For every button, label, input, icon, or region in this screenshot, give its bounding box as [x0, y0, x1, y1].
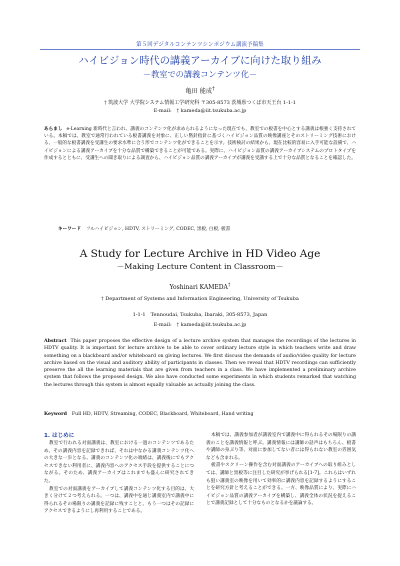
section-heading: 1. はじめに: [44, 433, 75, 439]
japanese-author-mark: †: [212, 86, 215, 92]
japanese-email: E-mail: † kameda@iit.tsukuba.ac.jp: [153, 108, 247, 114]
japanese-keywords-text: フルハイビジョン, HDTV, ストリーミング, CODEC, 黒板, 白板, 板書: [85, 227, 231, 232]
english-title: A Study for Lecture Archive in HD Video Age: [79, 248, 321, 260]
japanese-author: [30, 86, 370, 95]
body-paragraph: 教室での対面講義をアーカイブして講義コンテンツ化する目的は、大きく分けて２つ考えられる。一つは、講義中を通じ講義室内で講義中に得られるその場限りの講義を記録に残すことと、もう一つはその記録にアクセスできるようにし再利用することである。: [44, 486, 194, 515]
english-keywords-label: Keyword: [44, 412, 67, 417]
body-paragraph: 教室で行われる対面講義は、教室における一過のコンテンツであるため、その講義内容を記録できれば、それは中なかる講義コンテンツ化への大きな一歩となる。講義のコンテンツ化の端緒は、講義後にでもアクセスできない利用者に、講義内容へのアクセス手段を提供することにつながる。そのため、講義アーカイブはこれまでも盛んに研究されてきた。: [44, 441, 194, 484]
japanese-affiliation: † 筑波大学 大学院システム情報工学研究科 〒305-8573 茨城県つくば市天王台 1-1-1: [104, 100, 296, 106]
english-address: 1-1-1 Tennoudai, Tsukuba, Ibaraki, 305-8573, Japan: [132, 312, 268, 318]
japanese-title: ハイビジョン時代の講義アーカイブに向けた取り組み: [78, 56, 322, 67]
japanese-keywords-label: キーワード: [58, 227, 81, 232]
english-keywords: [44, 412, 356, 417]
running-header: 第５回デジタルコンテンツシンポジウム講演予稿集: [136, 42, 264, 48]
english-keywords-text: Full HD, HDTV, Streaming, CODEC, Blackboard, Whiteboard, Hand writing: [71, 412, 254, 417]
body-column-left: [44, 432, 194, 516]
body-paragraph: 板書やスクリーン操作を含む対面講義のアーカイブへの取り組みとしては、講師と黒板等に注目した研究が挙げられる[1-7]。これらはいずれも狙い講義室の映像を用いて効率的に講義内容を記録するようにすることを研究方針と考えることができる。一方、映像品質により、実際にハイビジョン品質の講義アーカイブを構築し、講義全体の状況を捉えることで講義記録として十分なものとなるかを議論する。: [206, 463, 356, 507]
english-abstract-label: Abstract: [44, 339, 67, 344]
japanese-subtitle: －教室での講義コンテンツ化－: [142, 69, 258, 79]
japanese-abstract-label: あらまし: [44, 127, 63, 132]
english-abstract: [44, 338, 356, 389]
english-abstract-text: This paper proposes the effective design of a lecture archive system that manages the recordings of the lectures in HDTV quality. It is important for lecture archive to be able to cover ordinary lecture style in which teachers write and draw something on a blackboard and/or whiteboard on giving lectures. We first discuss the demands of audio/video quality for lecture archive based on the visual and auditory ability of participants in classes. Then we reveal that HDTV recordings can sufficiently preserve the all the learning materials that are given from teachers in a class. We have implemented a preliminary archive system that follows the proposed design. We also have conducted some experiments in which students remarked that watching the lectures through this system is almost equally valuable as actually joining the class.: [44, 339, 356, 388]
english-subtitle: －Making Lecture Content in Classroom－: [116, 262, 284, 271]
english-author: [30, 282, 370, 291]
japanese-abstract: [44, 126, 356, 162]
body-column-right: [206, 432, 356, 508]
english-affiliation: † Department of Systems and Information Engineering, University of Tsukuba: [101, 296, 299, 302]
japanese-keywords: [58, 226, 356, 232]
english-author-name: Yoshinari KAMEDA: [169, 284, 228, 291]
header-rule: [40, 49, 360, 50]
body-paragraph: 本稿では、講義参加者が講義室内で講義中に得られるその場限りの講義のことを講義情報と呼ぶ。講義情報には講師の話声はもちろん、板書や講師の身ぶり等、対面に参加してない者には得られない教室の雰囲気なども含まれる。: [206, 433, 356, 461]
english-author-mark: †: [227, 282, 231, 288]
japanese-abstract-text: e-Learning 新時代と言われ、講義のコンテンツ化が求められるようになった現在でも、教室での板書を中心とする講義は根強く支持されている。本稿では、教室で通常行われている板書講義を対象に、正しい黙針指針に基づくハイビジョン品質の映像講座とそのストリーミング技術における、一般的な板書講義を受講生の要求水準に合う形でコンテンツ化ができることを示す。技術検討の結果から、現在比較的容易に入手可能な設備で、ハイビジョンによる講義アーカイブを十分な品質で構築できることが可能である。実際に、ハイビジョン品質の講義アーカイブシステムのプロトタイプを作成するとともに、受講生への聞き取りによる調査から、ハイビジョン品質の講義アーカイブが講義を受講する上で十分な品質となることを確認した。: [44, 127, 356, 161]
japanese-author-name: 亀田 能成: [185, 88, 213, 96]
english-email: E-mail: † kameda@iit.tsukuba.ac.jp: [153, 322, 247, 328]
